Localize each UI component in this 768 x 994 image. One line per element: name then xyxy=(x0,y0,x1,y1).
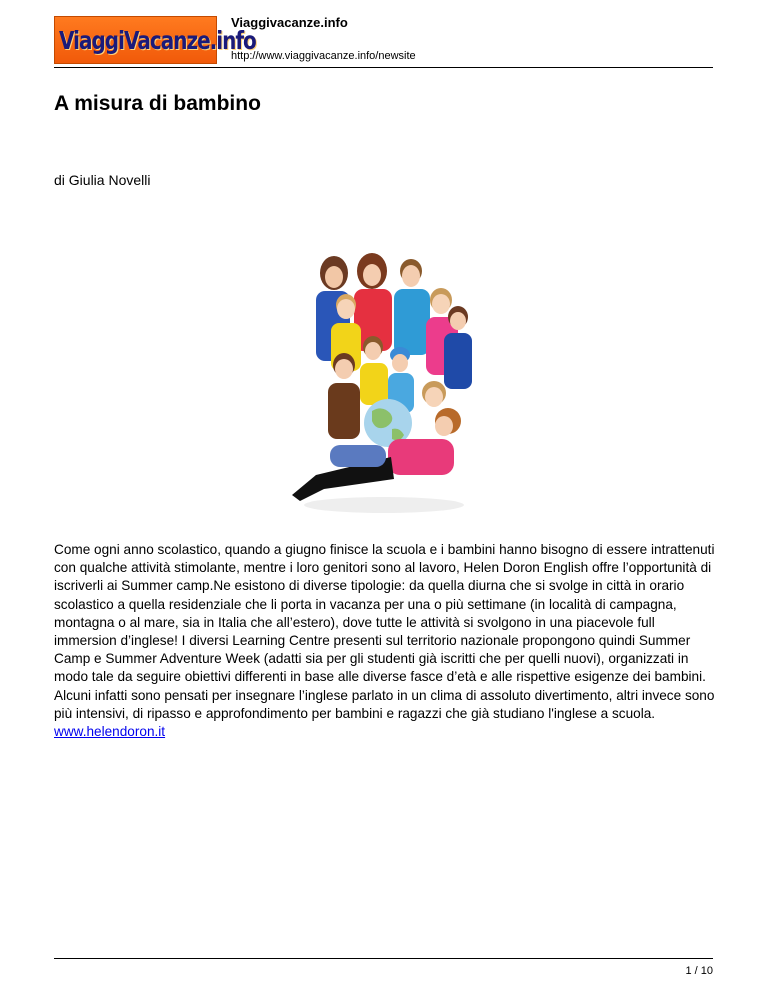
article-title: A misura di bambino xyxy=(54,92,261,115)
site-logo[interactable] xyxy=(54,16,256,64)
page-number: 1 / 10 xyxy=(685,965,713,977)
site-name: Viaggivacanze.info xyxy=(231,15,348,30)
header-divider xyxy=(54,67,713,68)
children-group-photo xyxy=(276,243,492,527)
site-url: http://www.viaggivacanze.info/newsite xyxy=(231,50,416,62)
article-body xyxy=(54,541,718,741)
logo-text: ViaggiVacanze.info xyxy=(59,25,256,55)
article-author: di Giulia Novelli xyxy=(54,172,151,188)
footer-divider xyxy=(54,958,713,959)
article-body-text: Come ogni anno scolastico, quando a giugno finisce la scuola e i bambini hanno bisogno di essere intrattenuti con qualche attività stimolante, mentre i loro genitori sono al lavoro, Helen Doron English offre l’opportunità di iscriverli ai Summer camp.Ne esistono di diverse tipologie: da quella diurna che si svolge in città in orario scolastico a quella residenziale che li porta in vacanza per una o più settimane (in località di campagna, montagna o al mare, sia in Italia che all’estero), dove tutte le attività si svolgono in una piacevole full immersion d’inglese! I diversi Learning Centre presenti sul territorio nazionale propongono quindi Summer Camp e Summer Adventure Week (adatti sia per gli studenti già iscritti che per quelli nuovi), organizzati in modo tale da seguire obiettivi differenti in base alle diverse fasce d’età e alle rispettive esigenze dei bambini. Alcuni infatti sono pensati per insegnare l’inglese parlato in un clima di assoluto divertimento, altri invece sono più intensivi, di ripasso e approfondimento per bambini e ragazzi che già studiano l'inglese a scuola. xyxy=(54,542,715,721)
helendoron-link[interactable]: www.helendoron.it xyxy=(54,724,166,740)
